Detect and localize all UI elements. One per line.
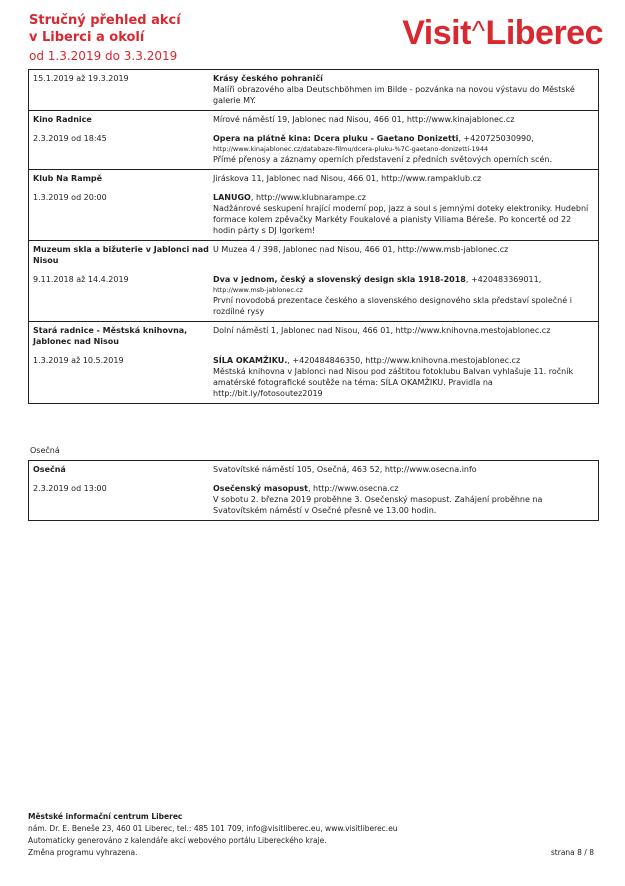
title-line-2: v Liberci a okolí (29, 30, 145, 45)
event-url-link[interactable]: http://www.kinajablonec.cz/databaze-filmu/dcera-pluku-%7C-gaetano-donizetti-1944 (213, 145, 489, 153)
event-info (213, 133, 598, 165)
footer-note-generated: Automaticky generováno z kalendáře akcí webového portálu Libereckého kraje. (28, 836, 327, 845)
event-date: 9.11.2018 až 14.4.2019 (33, 275, 129, 284)
visit-liberec-logo (402, 14, 603, 53)
event-title: Opera na plátně kina: Dcera pluku - Gaetano Donizetti (213, 134, 459, 143)
logo-caret: ^ (471, 15, 485, 46)
event-contact: , +420484846350, http://www.knihovna.mestojablonec.cz (287, 356, 521, 365)
venue-row (29, 464, 598, 475)
event-date: 2.3.2019 od 13:00 (33, 484, 107, 493)
event-title: LANUGO (213, 193, 251, 202)
date-range: od 1.3.2019 do 3.3.2019 (29, 49, 178, 63)
event-info (213, 274, 598, 317)
footer-address: nám. Dr. E. Beneše 23, 460 01 Liberec, tel.: 485 101 709, info@visitliberec.eu, www.visitliberec.eu (28, 824, 398, 833)
logo-word-liberec: Liberec (485, 14, 603, 52)
footer-org: Městské informační centrum Liberec (28, 812, 183, 821)
venue-block (29, 322, 598, 403)
event-info (213, 192, 598, 236)
venue-address: Jiráskova 11, Jablonec nad Nisou, 466 01, http://www.rampaklub.cz (213, 174, 482, 183)
venue-name: Kino Radnice (33, 115, 92, 124)
event-date: 2.3.2019 od 18:45 (33, 134, 107, 143)
event-description: První novodobá prezentace českého a slovenského designového skla představí společné i rozdílné rysy (213, 296, 572, 316)
venue-row (29, 325, 598, 347)
venue-name: Klub Na Rampě (33, 174, 103, 183)
event-date: 1.3.2019 od 20:00 (33, 193, 107, 202)
event-info (213, 483, 598, 516)
venue-name: Osečná (33, 465, 66, 474)
event-row (29, 274, 598, 317)
event-title: Dva v jednom, český a slovenský design skla 1918-2018 (213, 275, 466, 284)
event-contact: , http://www.klubnarampe.cz (250, 193, 366, 202)
event-date: 1.3.2019 až 10.5.2019 (33, 356, 124, 365)
venue-block (29, 241, 598, 322)
venue-block (29, 111, 598, 170)
event-row (29, 355, 598, 399)
page-footer (28, 811, 594, 859)
page-title (29, 12, 181, 46)
event-contact: , +420725030990, (458, 134, 534, 143)
title-line-1: Stručný přehled akcí (29, 13, 181, 28)
event-description: Městská knihovna v Jablonci nad Nisou pod záštitou fotoklubu Balvan vyhlašuje 11. ročník amatérské fotografické soutěže na téma: SÍLA OKAMŽIKU. Pravidla na http://bit.ly/fotosoutez2019 (213, 367, 574, 398)
venue-address: Svatovítské náměstí 105, Osečná, 463 52, http://www.osecna.info (213, 465, 477, 474)
event-description: V sobotu 2. března 2019 proběhne 3. Osečenský masopust. Zahájení proběhne na Svatovítském náměstí v Osečné přesně ve 13.00 hodin. (213, 495, 543, 515)
event-block (29, 70, 598, 111)
event-contact: , +420483369011, (465, 275, 542, 284)
region-heading: Osečná (30, 446, 60, 455)
event-title: Krásy českého pohraničí (213, 74, 323, 83)
venue-name: Stará radnice - Městská knihovna, Jablonec nad Nisou (33, 326, 188, 346)
event-info (213, 355, 598, 399)
event-info (213, 73, 598, 106)
venue-address: U Muzea 4 / 398, Jablonec nad Nisou, 466 01, http://www.msb-jablonec.cz (213, 245, 509, 254)
events-box-osecna (28, 460, 599, 521)
venue-block (29, 461, 598, 520)
venue-address: Mírové náměstí 19, Jablonec nad Nisou, 466 01, http://www.kinajablonec.cz (213, 115, 515, 124)
venue-name: Muzeum skla a bižuterie v Jablonci nad Nisou (33, 245, 209, 265)
page-number: strana 8 / 8 (550, 848, 594, 857)
venue-row (29, 173, 598, 184)
event-title: Osečenský masopust (213, 484, 308, 493)
event-row (29, 133, 598, 165)
event-description: Nadžánrové seskupení hrající moderní pop, jazz a soul s jemnými doteky elektroniky. Hudební formace kolem zpěvačky Markéty Foukalové a pianisty Viliama Béreše. Po koncertě od 22 hodin párty s DJ Igorkem! (213, 204, 589, 235)
event-row (29, 483, 598, 516)
footer-note-changes: Změna programu vyhrazena. (28, 848, 138, 857)
venue-row (29, 244, 598, 266)
venue-address: Dolní náměstí 1, Jablonec nad Nisou, 466 01, http://www.knihovna.mestojablonec.cz (213, 326, 551, 335)
event-description: Přímé přenosy a záznamy operních představení z předních světových operních scén. (213, 155, 553, 164)
event-row (29, 73, 598, 106)
event-date: 15.1.2019 až 19.3.2019 (33, 74, 129, 83)
logo-word-visit: Visit (402, 14, 471, 52)
event-contact: , http://www.osecna.cz (307, 484, 399, 493)
page-header (29, 12, 603, 68)
events-box-jablonec (28, 69, 599, 404)
venue-row (29, 114, 598, 125)
event-row (29, 192, 598, 236)
event-url-link[interactable]: http://www.msb-jablonec.cz (213, 286, 303, 294)
event-title: SÍLA OKAMŽIKU. (213, 356, 288, 365)
event-description: Malíři obrazového alba Deutschböhmen im Bilde - pozvánka na novou výstavu do Městské galerie MY. (213, 85, 575, 105)
venue-block (29, 170, 598, 241)
